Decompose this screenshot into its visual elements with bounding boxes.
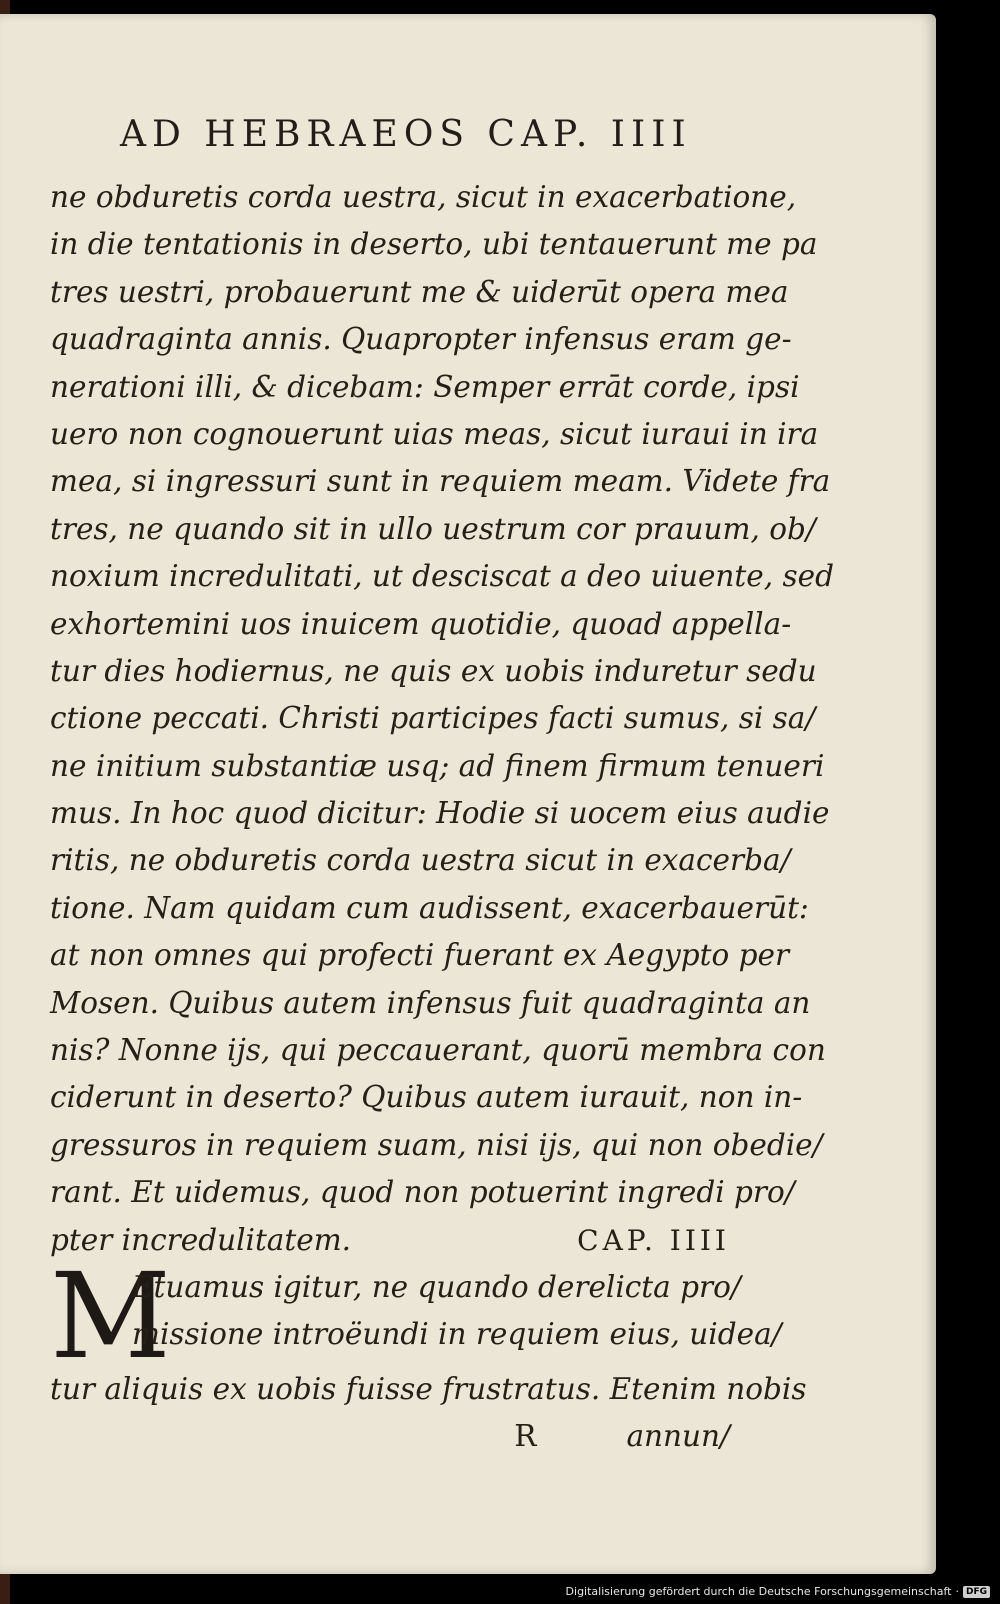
drop-initial: M <box>50 1246 171 1385</box>
catchword-line <box>50 1413 740 1460</box>
text-line: tres, ne quando sit in ullo uestrum cor prauum, ob/ <box>50 511 816 546</box>
initial-lines <box>132 1264 782 1359</box>
footer-text: Digitalisierung gefördert durch die Deutsche Forschungsgemeinschaft <box>565 1585 952 1598</box>
text-line: tione. Nam quidam cum audissent, exacerbauerūt: <box>50 890 809 925</box>
text-line: quadraginta annis. Quapropter infensus eram ge- <box>50 322 792 357</box>
text-line: missione introëundi in requiem eius, uidea/ <box>132 1317 782 1352</box>
body-text <box>50 174 834 1461</box>
text-line: in die tentationis in deserto, ubi tentauerunt me pa <box>50 227 818 262</box>
chapter-label: CAP. IIII <box>577 1223 730 1257</box>
text-line: tur dies hodiernus, ne quis ex uobis induretur sedu <box>50 653 817 688</box>
text-line: tur aliquis ex uobis fuisse frustratus. Etenim nobis <box>50 1371 807 1406</box>
text-line: mea, si ingressuri sunt in requiem meam. Videte fra <box>50 464 831 499</box>
text-line: tres uestri, probauerunt me & uiderūt opera mea <box>50 274 789 309</box>
text-line: pter incredulitatem. <box>50 1222 352 1257</box>
running-head: AD HEBRAEOS CAP. IIII <box>120 114 692 155</box>
catchword: annun/ <box>626 1419 730 1454</box>
text-line: nis? Nonne ijs, qui peccauerant, quorū membra con <box>50 1033 826 1068</box>
text-line: at non omnes qui profecti fuerant ex Aegypto per <box>50 938 790 973</box>
text-block <box>50 174 834 1217</box>
text-line: exhortemini uos inuicem quotidie, quoad appella- <box>50 606 792 641</box>
book-page <box>0 14 936 1574</box>
text-line: Mosen. Quibus autem infensus fuit quadraginta an <box>50 985 811 1020</box>
text-line: uero non cognouerunt uias meas, sicut iuraui in ira <box>50 416 819 451</box>
text-line: ne obduretis corda uestra, sicut in exacerbatione, <box>50 180 797 214</box>
text-line: ritis, ne obduretis corda uestra sicut in exacerba/ <box>50 843 791 878</box>
text-line: ciderunt in deserto? Quibus autem iurauit, non in- <box>50 1080 803 1115</box>
dfg-logo-icon: DFG <box>963 1586 990 1598</box>
text-line: Etuamus igitur, ne quando derelicta pro/ <box>132 1269 741 1304</box>
text-line: gressuros in requiem suam, nisi ijs, qui non obedie/ <box>50 1127 823 1162</box>
text-line: mus. In hoc quod dicitur: Hodie si uocem eius audie <box>50 796 830 831</box>
signature-mark: R <box>514 1419 537 1454</box>
text-line: ctione peccati. Christi participes facti sumus, si sa/ <box>50 701 816 736</box>
footer: Digitalisierung gefördert durch die Deutsche Forschungsgemeinschaft · DFG <box>566 1585 990 1598</box>
initial-paragraph <box>50 1246 782 1385</box>
text-line: noxium incredulitati, ut desciscat a deo uiuente, sed <box>50 559 834 594</box>
text-line: ne initium substantiæ usq; ad finem firmum tenueri <box>50 748 825 783</box>
text-line: rant. Et uidemus, quod non potuerint ingredi pro/ <box>50 1175 795 1210</box>
text-line: nerationi illi, & dicebam: Semper errāt corde, ipsi <box>50 369 800 404</box>
